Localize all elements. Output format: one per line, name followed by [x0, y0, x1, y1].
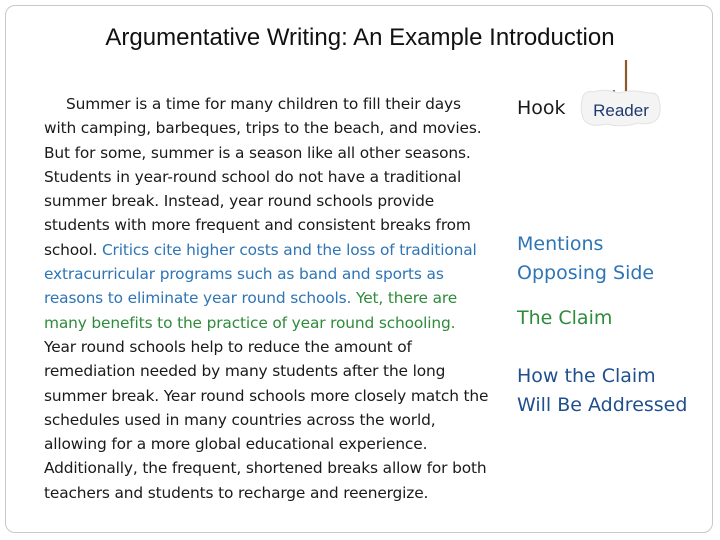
how-line-1: How the Claim	[517, 365, 656, 387]
how-line-2: Will Be Addressed	[517, 394, 688, 416]
how-addressed-label	[517, 362, 687, 420]
reader-fish-hook-image	[578, 60, 662, 142]
hook-label: Hook	[517, 97, 566, 119]
intro-paragraph	[44, 92, 492, 505]
claim-label: The Claim	[517, 307, 613, 329]
slide-title: Argumentative Writing: An Example Introduction	[105, 24, 615, 51]
claim-text: Yet, there are many benefits to the practice of year round schooling.	[44, 289, 458, 332]
opposing-side-text: Critics cite higher costs and the loss of traditional extracurricular programs such as band and sports as reasons to eliminate year round schools.	[44, 240, 477, 308]
reader-text: Reader	[593, 101, 649, 120]
hook-text: Summer is a time for many children to fill their days with camping, barbeques, trips to the beach, and movies. But for some, summer is a season like all other seasons. Students in year-round school do not have a traditional summer break. Instead, year round schools provide students with more frequent and consistent breaks from school.	[44, 95, 482, 259]
mentions-opposing-label	[517, 230, 654, 288]
mentions-line-1: Mentions	[517, 233, 604, 255]
addressed-text: Year round schools help to reduce the amount of remediation needed by many students after the long summer break. Year round schools more closely match the schedules used in many countries across the world, allowing for a more global educational experience. Additionally, the frequent, shortened breaks allow for both teachers and students to recharge and reenergize.	[44, 337, 489, 502]
mentions-line-2: Opposing Side	[517, 262, 655, 284]
